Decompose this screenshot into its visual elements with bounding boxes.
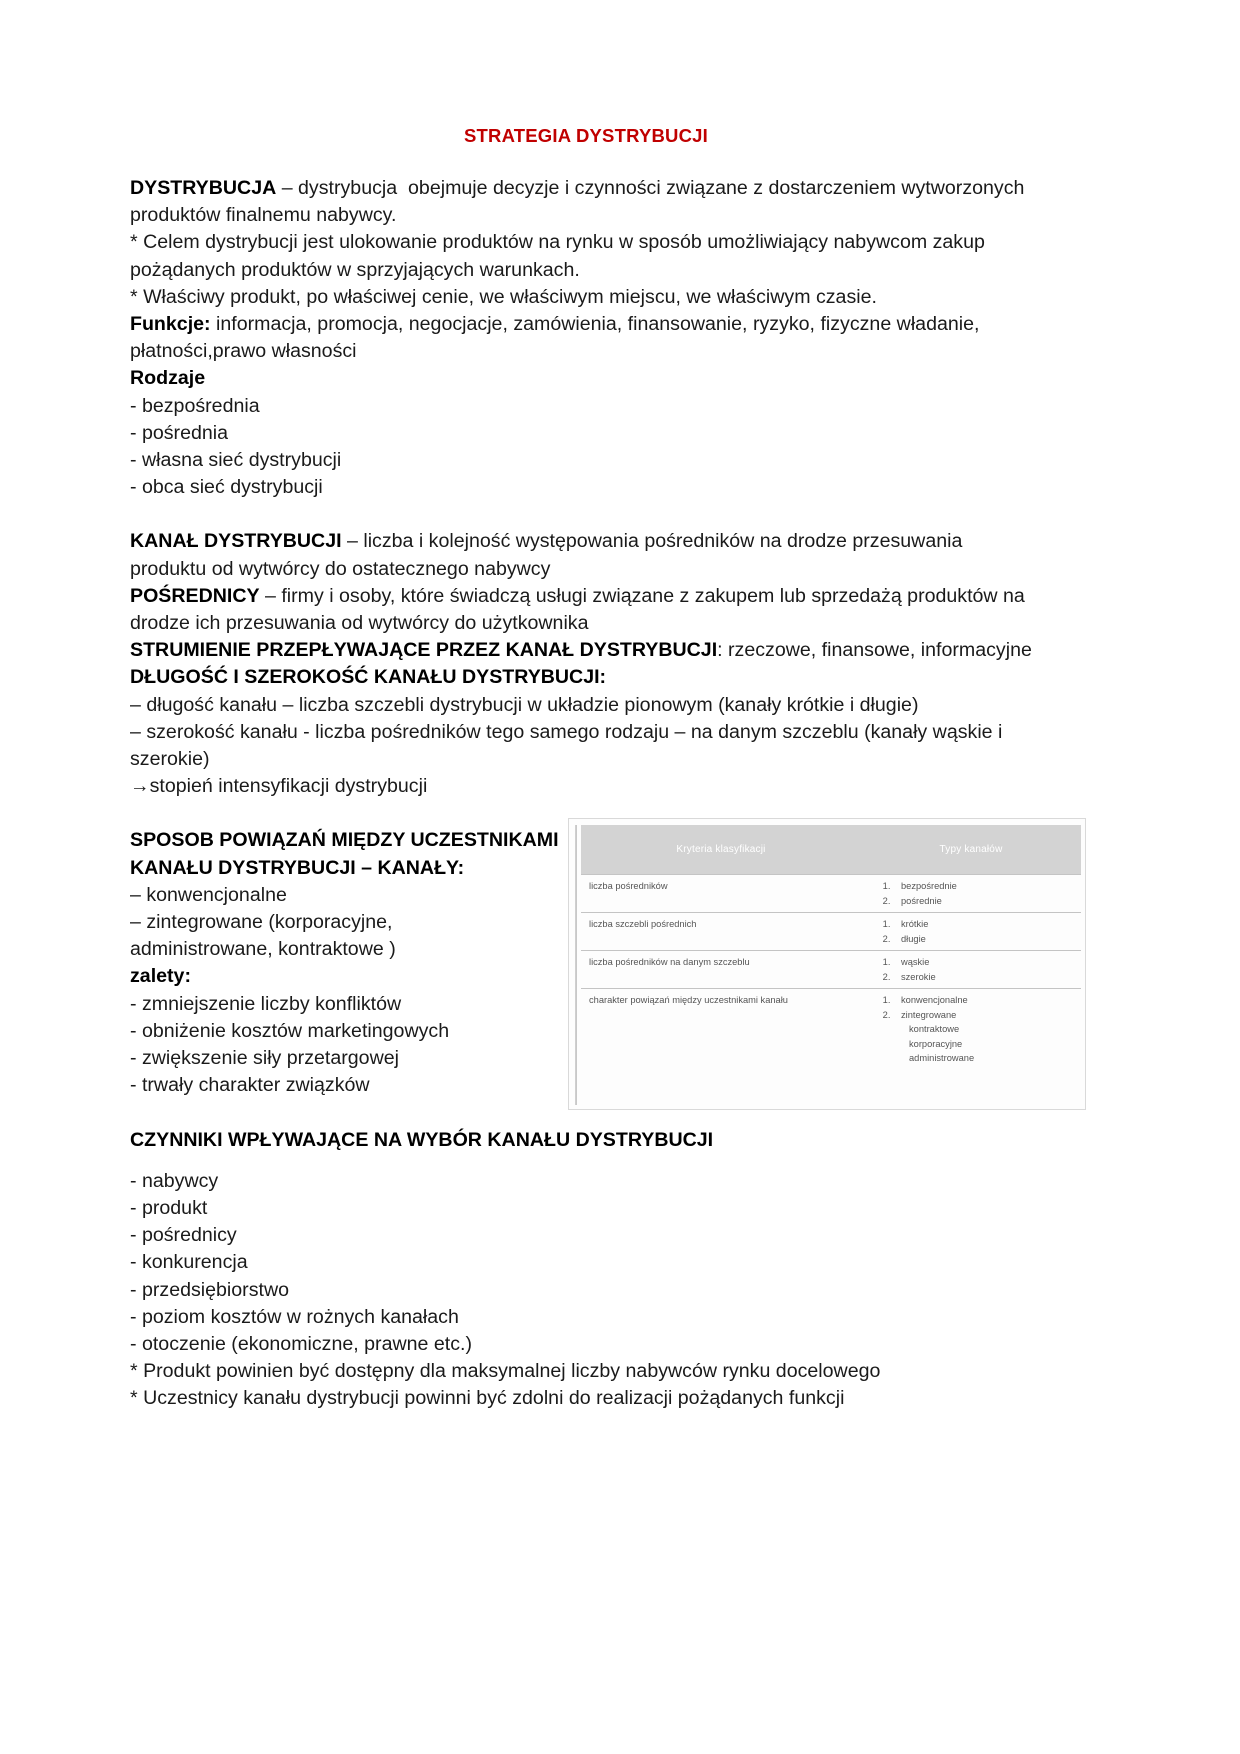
list-item-sposob-0: – konwencjonalne [130,883,287,906]
type-subitem: kontraktowe [909,1024,960,1034]
list-item-czynniki-6: - otoczenie (ekonomiczne, prawne etc.) [130,1332,472,1355]
heading-czynniki-label: CZYNNIKI WPŁYWAJĄCE NA WYBÓR KANAŁU DYSTRYBUCJI [130,1128,714,1151]
paragraph-dystrybucja-text: – dystrybucja obejmuje decyzje i czynności związane z dostarczeniem wytworzonych produktów finalnemu nabywcy. [130,177,1030,227]
list-item-czynniki-3: - konkurencja [130,1251,248,1274]
type-item: 2. szerokie [893,970,1075,985]
cell-criterion: liczba pośredników na danym szczeblu [581,951,861,989]
column-header-kryteria: Kryteria klasyfikacji [581,825,861,875]
list-item-czynniki-5: - poziom kosztów w rożnych kanałach [130,1305,459,1328]
paragraph-stopien-intensyfikacji: →stopień intensyfikacji dystrybucji [130,775,428,798]
heading-zalety [130,963,560,990]
table-header [581,825,1081,875]
page-title: STRATEGIA DYSTRYBUCJI [463,125,709,146]
paragraph-strumienie-text: : rzeczowe, finansowe, informacyjne [717,639,1032,662]
cell-types [861,989,1081,1070]
paragraph-posrednicy-text: – firmy i osoby, które świadczą usługi związane z zakupem lub sprzedażą produktów na drodze ich przesuwania od wytwórcy do użytkownika [130,584,1031,635]
types-list [875,955,1075,984]
section-spacer [130,501,1042,528]
heading-sposob-powiazan-line1 [130,827,560,854]
paragraph-dystrybucja [130,175,1042,229]
czynniki-spacer [130,1154,1042,1168]
figure-left-rule [575,825,576,1105]
sposob-powiazan-column [130,827,560,1099]
paragraph-kanal-text: – liczba i kolejność występowania pośredników na drodze przesuwania produktu od wytwórcy do ostatecznego nabywcy [130,530,968,580]
paragraph-dlugosc-kanalu: – długość kanału – liczba szczebli dystrybucji w układzie pionowym (kanały krótkie i długie) [130,693,919,716]
heading-sposob-powiazan-line2 [130,855,560,882]
list-item-czynniki-0: - nabywcy [130,1169,219,1192]
list-item-czynniki-4: - przedsiębiorstwo [130,1278,289,1301]
table-row [581,951,1081,989]
type-item: 1. bezpośrednie [893,879,1075,894]
type-item: 1. konwencjonalne [893,993,1075,1008]
heading-dlugosc-label: DŁUGOŚĆ I SZEROKOŚĆ KANAŁU DYSTRYBUCJI: [130,666,607,689]
heading-dlugosc-szerokosc [130,664,1042,691]
paragraph-funkcje-text: informacja, promocja, negocjacje, zamówienia, finansowanie, ryzyko, fizyczne władanie, płatności,prawo własności [130,313,985,363]
types-list [875,879,1075,908]
type-item: 1. krótkie [893,917,1075,932]
term-strumienie: STRUMIENIE PRZEPŁYWAJĄCE PRZEZ KANAŁ DYSTRYBUCJI [130,639,718,662]
column-header-typy: Typy kanałów [861,825,1081,875]
table-header-row [581,825,1081,875]
paragraph-funkcje [130,311,1042,365]
figure-inner [575,825,1081,1105]
cell-types [861,913,1081,951]
list-item-zalety-0: - zmniejszenie liczby konfliktów [130,992,402,1015]
cell-criterion: liczba pośredników [581,875,861,913]
paragraph-posrednicy [130,583,1042,637]
type-item: 2. długie [893,932,1075,947]
type-subitem: administrowane [909,1053,975,1063]
list-item-sposob-1: – zintegrowane (korporacyjne, [130,911,393,934]
heading-rodzaje-label: Rodzaje [130,367,206,390]
heading-sposob-label-1: SPOSOB POWIĄZAŃ MIĘDZY UCZESTNIKAMI [130,829,559,852]
list-item-czynniki-2: - pośrednicy [130,1224,237,1247]
term-dystrybucja: DYSTRYBUCJA [130,177,277,199]
table-kryteria-klasyfikacji [581,825,1081,1070]
term-kanal-dystrybucji: KANAŁ DYSTRYBUCJI [130,530,342,553]
figure-kanaly-table [568,818,1086,1110]
list-item-zalety-1: - obniżenie kosztów marketingowych [130,1019,450,1042]
paragraph-kanal-dystrybucji [130,528,1042,582]
types-list [875,917,1075,946]
paragraph-final-1: * Produkt powinien być dostępny dla maksymalnej liczby nabywców rynku docelowego [130,1360,881,1383]
cell-criterion: charakter powiązań między uczestnikami kanału [581,989,861,1070]
list-item-rodzaje-3: - obca sieć dystrybucji [130,476,323,499]
document-body [130,125,1042,1413]
list-item-sposob-2: administrowane, kontraktowe ) [130,938,396,961]
cell-types [861,951,1081,989]
list-item-czynniki-1: - produkt [130,1196,208,1219]
type-item: 1. wąskie [893,955,1075,970]
heading-sposob-label-2: KANAŁU DYSTRYBUCJI – KANAŁY: [130,856,465,879]
cell-types [861,875,1081,913]
paragraph-cel: * Celem dystrybucji jest ulokowanie produktów na rynku w sposób umożliwiający nabywcom zakup pożądanych produktów w sprzyjających warunkach. [130,231,991,281]
heading-czynniki [130,1127,1042,1154]
table-row [581,875,1081,913]
paragraph-strumienie [130,637,1042,664]
list-item-rodzaje-1: - pośrednia [130,421,229,444]
list-item-rodzaje-2: - własna sieć dystrybucji [130,449,342,472]
types-list [875,993,1075,1022]
paragraph-wlasciwy: * Właściwy produkt, po właściwej cenie, we właściwym miejscu, we właściwym czasie. [130,285,877,308]
heading-zalety-label: zalety: [130,965,191,988]
type-item: 2. zintegrowane [893,1008,1075,1023]
term-posrednicy: POŚREDNICY [130,584,260,607]
paragraph-final-2: * Uczestnicy kanału dystrybucji powinni być zdolni do realizacji pożądanych funkcji [130,1387,845,1410]
paragraph-szerokosc-kanalu: – szerokość kanału - liczba pośredników tego samego rodzaju – na danym szczeblu (kanały wąskie i szerokie) [130,720,1008,771]
table-row [581,989,1081,1070]
list-item-zalety-2: - zwiększenie siły przetargowej [130,1047,399,1070]
type-item: 2. pośrednie [893,894,1075,909]
heading-rodzaje [130,365,1042,392]
cell-criterion: liczba szczebli pośrednich [581,913,861,951]
term-funkcje: Funkcje: [130,313,211,336]
table-row [581,913,1081,951]
list-item-zalety-3: - trwały charakter związków [130,1074,370,1097]
type-subitem: korporacyjne [909,1038,963,1049]
list-item-rodzaje-0: - bezpośrednia [130,394,260,417]
table-body [581,875,1081,1070]
